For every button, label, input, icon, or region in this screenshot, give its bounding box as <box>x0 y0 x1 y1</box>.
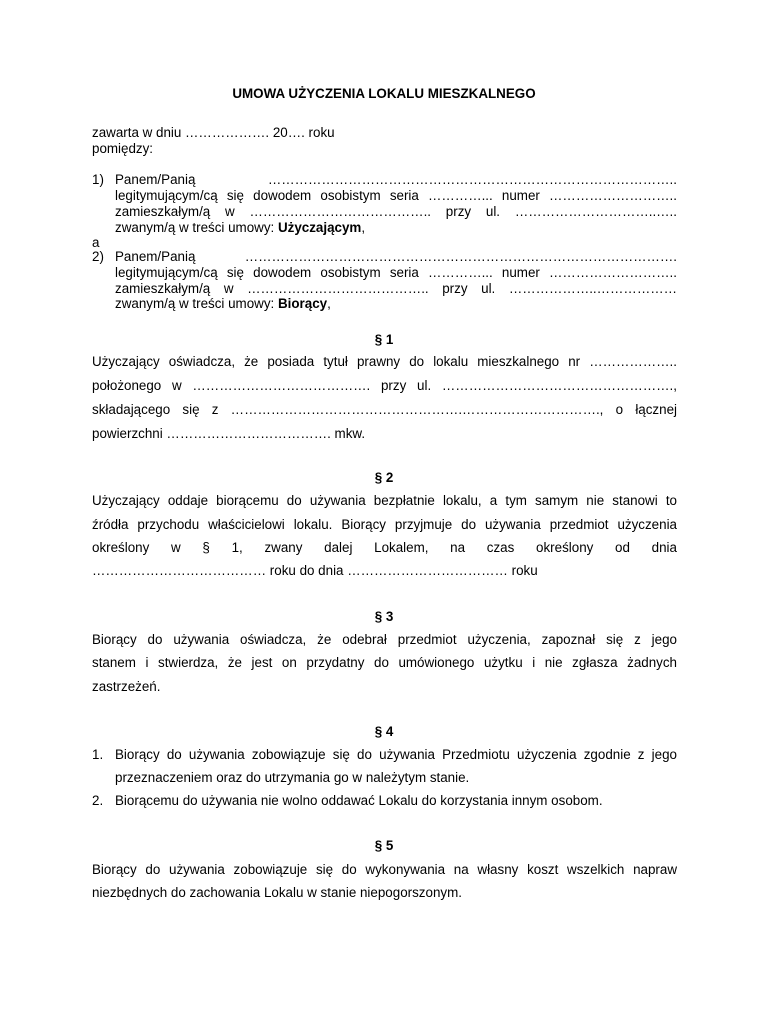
party-2-line-1: Panem/Panią ……………………………………………………………………………………. <box>115 249 677 264</box>
party-1-line-4 <box>115 220 365 235</box>
party-2-role-prefix: zwanym/ą w treści umowy: <box>115 296 278 311</box>
section-4-heading: § 4 <box>374 724 394 739</box>
party-1-line-3: zamieszkałym/ą w ………………………………….. przy ul. …………………………..….. <box>115 204 677 219</box>
section-4-item-1-line-1: Biorący do używania zobowiązuje się do używania Przedmiotu użyczenia zgodnie z jego <box>115 747 677 762</box>
intro-line-2: pomiędzy: <box>92 141 154 156</box>
section-5-line-1: Biorący do używania zobowiązuje się do wykonywania na własny koszt wszelkich napraw <box>92 862 677 877</box>
section-1-line-3: składającego się z …………………………………………….…………………………., o łącznej <box>92 402 677 417</box>
party-2-role-suffix: , <box>327 296 331 311</box>
party-1-role-suffix: , <box>361 220 366 235</box>
intro-line-1: zawarta w dniu ………………. 20…. roku <box>92 125 335 140</box>
section-3-heading: § 3 <box>374 609 394 624</box>
section-1-line-1: Użyczający oświadcza, że posiada tytuł prawny do lokalu mieszkalnego nr ……………….. <box>92 354 677 369</box>
section-3-line-1: Biorący do używania oświadcza, że odebrał przedmiot użyczenia, zapoznał się z jego <box>92 632 677 647</box>
party-1-line-2: legitymującym/cą się dowodem osobistym seria …………... numer ……………………….. <box>115 188 677 203</box>
section-1-line-2: położonego w …………………………………. przy ul. ……………………………………………., <box>92 378 677 393</box>
party-2-line-3: zamieszkałym/ą w ………………………………….. przy ul. ………………..……………… <box>115 281 677 296</box>
conjunction: a <box>92 235 100 250</box>
section-3-line-3: zastrzeżeń. <box>92 679 161 694</box>
party-1-line-1: Panem/Panią ……………………………………………………………………………….. <box>115 172 677 187</box>
document-title: UMOWA UŻYCZENIA LOKALU MIESZKALNEGO <box>232 86 536 101</box>
party-1-role: Użyczającym <box>277 220 362 235</box>
section-2-line-4: ………………………………… roku do dnia ……………………………… roku <box>92 563 538 578</box>
section-2-heading: § 2 <box>374 470 394 485</box>
party-2-number: 2) <box>92 249 104 264</box>
section-4-item-1-number: 1. <box>92 747 104 762</box>
section-5-line-2: niezbędnych do zachowania Lokalu w stanie niepogorszonym. <box>92 885 462 900</box>
section-4-item-2-line-1: Biorącemu do używania nie wolno oddawać Lokalu do korzystania innym osobom. <box>115 793 603 808</box>
section-5-heading: § 5 <box>374 838 394 853</box>
section-2-line-3: określony w § 1, zwany dalej Lokalem, na czas określony od dnia <box>92 540 677 555</box>
party-1-number: 1) <box>92 172 104 187</box>
section-2-line-2: źródła przychodu właścicielowi lokalu. Biorący przyjmuje do używania przedmiot użyczenia <box>92 517 677 532</box>
party-2-line-4 <box>115 296 331 311</box>
party-2-line-2: legitymującym/cą się dowodem osobistym seria …………... numer ……………………….. <box>115 265 677 280</box>
section-4-item-1-line-2: przeznaczeniem oraz do utrzymania go w należytym stanie. <box>115 770 470 785</box>
party-1-role-prefix: zwanym/ą w treści umowy: <box>115 220 278 235</box>
party-2-role: Biorący <box>277 296 328 311</box>
section-2-line-1: Użyczający oddaje biorącemu do używania bezpłatnie lokalu, a tym samym nie stanowi to <box>92 493 677 508</box>
section-1-heading: § 1 <box>374 332 394 347</box>
section-4-item-2-number: 2. <box>92 793 104 808</box>
section-3-line-2: stanem i stwierdza, że jest on przydatny do umówionego użytku i nie zgłasza żadnych <box>92 655 677 670</box>
section-1-line-4: powierzchni ………………………………. mkw. <box>92 426 366 441</box>
